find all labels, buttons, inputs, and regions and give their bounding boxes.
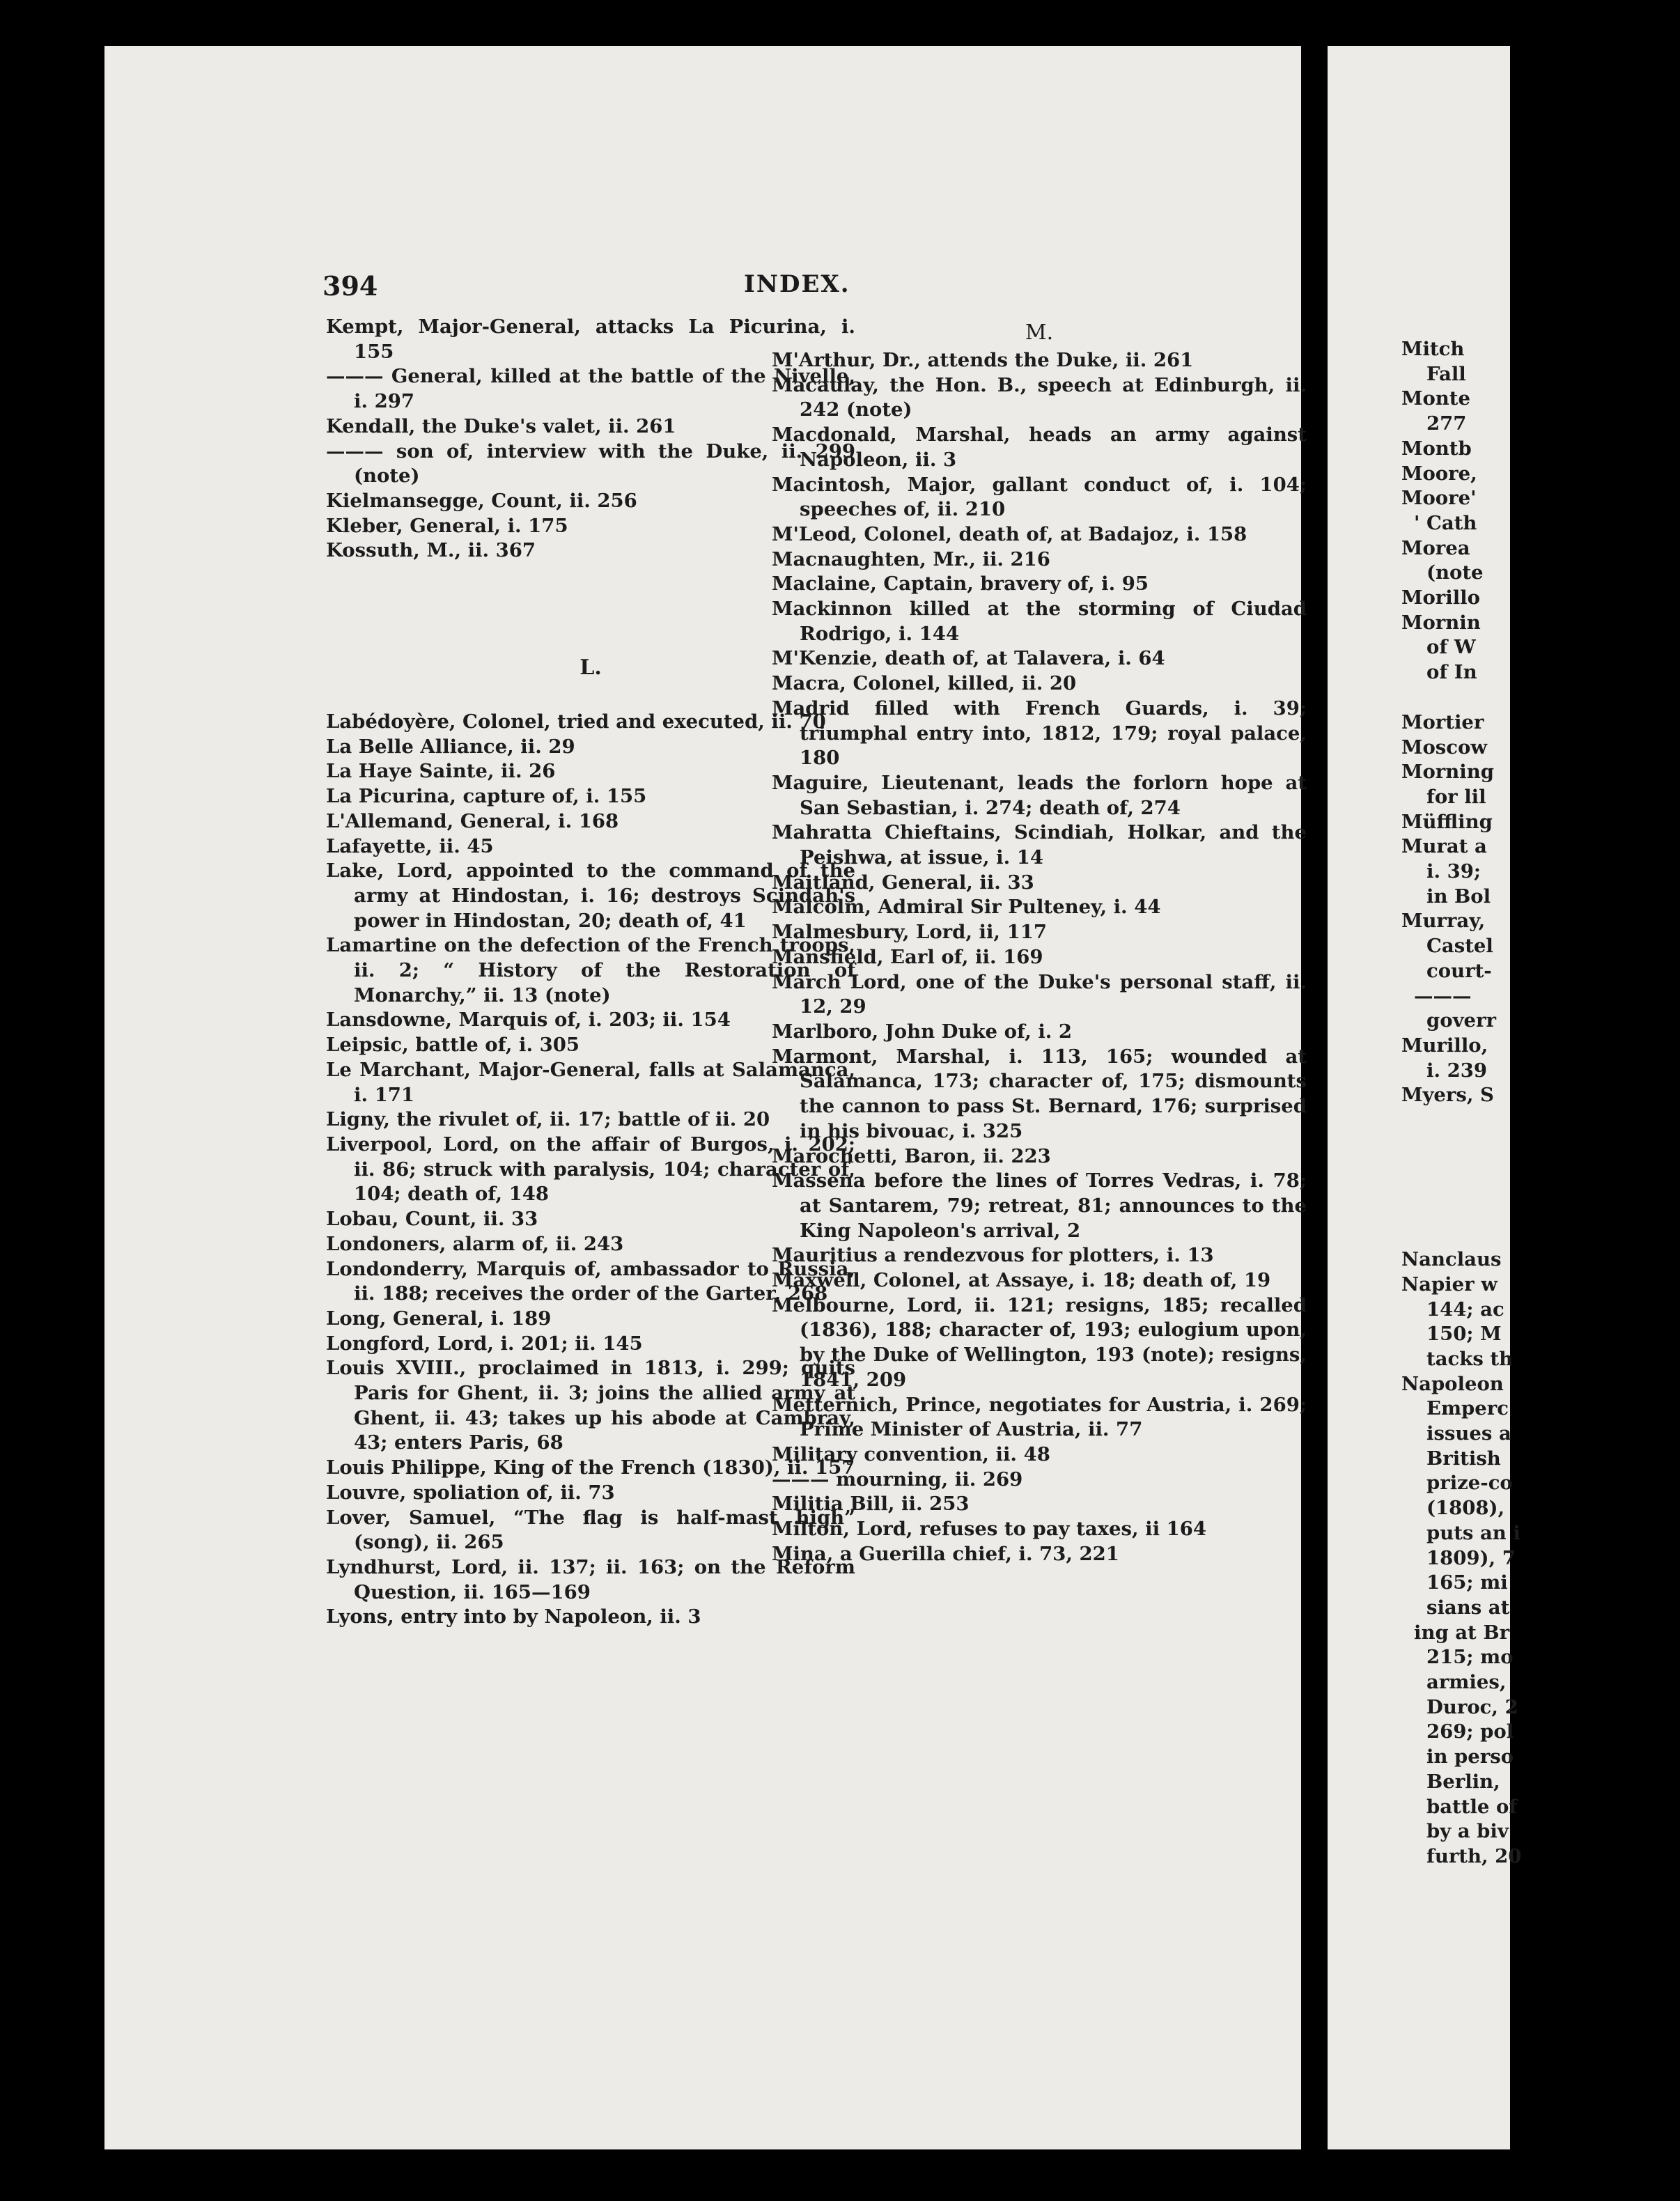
adjacent-line: puts an i: [1426, 1521, 1520, 1544]
index-entry: Macdonald, Marshal, heads an army against Napoleon, ii. 3: [772, 423, 1307, 471]
adjacent-line: ' Cath: [1414, 511, 1477, 534]
adjacent-line: Murillo,: [1401, 1034, 1488, 1057]
adjacent-line: issues a: [1426, 1422, 1511, 1445]
adjacent-line: Montb: [1401, 437, 1472, 460]
adjacent-gap: [1401, 685, 1680, 710]
adjacent-line: 269; pol: [1426, 1720, 1514, 1743]
adjacent-line: Moore': [1401, 487, 1477, 510]
index-entry: Macaulay, the Hon. B., speech at Edinburgh, ii. 242 (note): [772, 373, 1307, 421]
adjacent-line: tacks th: [1426, 1347, 1514, 1370]
adjacent-line: by a biv: [1426, 1820, 1509, 1843]
adjacent-page-text: [1401, 337, 1680, 1869]
index-entry: Madrid filled with French Guards, i. 39; triumphal entry into, 1812, 179; royal palace, 180: [772, 697, 1307, 770]
index-entry: Kielmansegge, Count, ii. 256: [326, 489, 637, 512]
adjacent-line: in Bol: [1426, 885, 1491, 908]
index-entry: ——— General, killed at the battle of the Nivelle, i. 297: [326, 365, 855, 413]
index-entry: Liverpool, Lord, on the affair of Burgos, i. 202; ii. 86; struck with paralysis, 104; character of, 104; death of, 148: [326, 1133, 855, 1206]
adjacent-line: battle of: [1426, 1795, 1518, 1818]
index-entry: Malmesbury, Lord, ii, 117: [772, 921, 1047, 944]
index-entry: M'Kenzie, death of, at Talavera, i. 64: [772, 647, 1165, 670]
adjacent-line: i. 239: [1426, 1059, 1487, 1082]
index-entry: La Picurina, capture of, i. 155: [326, 785, 647, 808]
index-entry: Mina, a Guerilla chief, i. 73, 221: [772, 1542, 1119, 1565]
adjacent-line: Castel: [1426, 935, 1493, 958]
adjacent-line: Morea: [1401, 536, 1470, 559]
adjacent-line: Myers, S: [1401, 1084, 1494, 1107]
index-entry: Metternich, Prince, negotiates for Austria, i. 269; Prime Minister of Austria, ii. 77: [772, 1393, 1307, 1441]
index-entry: Lyons, entry into by Napoleon, ii. 3: [326, 1605, 701, 1628]
adjacent-line: Murray,: [1401, 910, 1486, 933]
adjacent-line: Napoleon: [1401, 1372, 1504, 1395]
index-entry: Macintosh, Major, gallant conduct of, i. 104; speeches of, ii. 210: [772, 473, 1307, 521]
index-entry: Kendall, the Duke's valet, ii. 261: [326, 414, 676, 437]
adjacent-line: in perso: [1426, 1745, 1514, 1768]
index-entry: La Belle Alliance, ii. 29: [326, 735, 575, 758]
right-column: [772, 315, 1307, 1566]
index-entry: Mackinnon killed at the storming of Ciudad Rodrigo, i. 144: [772, 598, 1307, 645]
index-entry: Ligny, the rivulet of, ii. 17; battle of ii. 20: [326, 1108, 770, 1131]
index-entry: Lansdowne, Marquis of, i. 203; ii. 154: [326, 1009, 731, 1032]
index-entry: Lake, Lord, appointed to the command of the army at Hindostan, i. 16; destroys Scindah's power in Hindostan, 20; death of, 41: [326, 860, 855, 932]
adjacent-line: furth, 20: [1426, 1844, 1522, 1867]
index-entry: Leipsic, battle of, i. 305: [326, 1034, 580, 1057]
adjacent-line: i. 39;: [1426, 860, 1481, 883]
adjacent-line: of W: [1426, 636, 1476, 659]
adjacent-line: Duroc, 2: [1426, 1695, 1518, 1718]
index-entry: Londonderry, Marquis of, ambassador to Russia, ii. 188; receives the order of the Garter, 268: [326, 1257, 855, 1305]
adjacent-line: armies,: [1426, 1671, 1507, 1694]
adjacent-line: Mitch: [1401, 338, 1465, 360]
index-entry: Maitland, General, ii. 33: [772, 871, 1034, 894]
index-entry: Mansfield, Earl of, ii. 169: [772, 945, 1043, 968]
index-entry: Long, General, i. 189: [326, 1307, 552, 1330]
adjacent-line: Moore,: [1401, 462, 1477, 485]
index-entry: ——— son of, interview with the Duke, ii. 299 (note): [326, 440, 855, 488]
adjacent-line: Morillo: [1401, 586, 1480, 609]
index-entry: La Haye Sainte, ii. 26: [326, 760, 556, 783]
index-entry: Lafayette, ii. 45: [326, 834, 494, 857]
adjacent-line: Morning: [1401, 761, 1494, 784]
index-entry: Militia Bill, ii. 253: [772, 1493, 970, 1516]
adjacent-line: Emperc: [1426, 1397, 1509, 1420]
page-header: [322, 270, 921, 312]
index-entry: Kempt, Major-General, attacks La Picurina, i. 155: [326, 316, 855, 363]
index-page: [104, 46, 1307, 2149]
page-number: 394: [322, 270, 378, 302]
adjacent-line: Napier w: [1401, 1273, 1498, 1296]
adjacent-line: court-: [1426, 959, 1492, 982]
adjacent-line: 1809), 7: [1426, 1546, 1516, 1569]
adjacent-line: of In: [1426, 661, 1477, 684]
index-entry: Melbourne, Lord, ii. 121; resigns, 185; recalled (1836), 188; character of, 193; eulogium upon, by the Duke of Wellington, 193 (note); resigns, 1841, 209: [772, 1293, 1307, 1391]
index-entry: Lover, Samuel, “The flag is half-mast high” (song), ii. 265: [326, 1506, 855, 1554]
adjacent-line: Monte: [1401, 387, 1470, 410]
index-entry: Marlboro, John Duke of, i. 2: [772, 1020, 1073, 1043]
index-entry: Kleber, General, i. 175: [326, 514, 568, 537]
index-entry: Longford, Lord, i. 201; ii. 145: [326, 1332, 643, 1355]
adjacent-line: ing at Br: [1414, 1621, 1510, 1644]
adjacent-line: (note: [1426, 561, 1484, 584]
adjacent-line: Mortier: [1401, 710, 1484, 733]
adjacent-line: 277: [1426, 412, 1467, 435]
adjacent-line: Berlin,: [1426, 1770, 1500, 1793]
adjacent-line: prize-co: [1426, 1472, 1513, 1495]
index-entry: Lamartine on the defection of the French troops, ii. 2; “ History of the Restoration of Monarchy,” ii. 13 (note): [326, 934, 855, 1006]
index-entry: Louis Philippe, King of the French (1830), ii. 157: [326, 1456, 855, 1479]
adjacent-line: 165; mi: [1426, 1571, 1508, 1594]
section-heading-l: L.: [580, 655, 602, 680]
adjacent-line: Nanclaus: [1401, 1248, 1502, 1271]
index-entry: Lobau, Count, ii. 33: [326, 1208, 538, 1231]
index-entry: Marochetti, Baron, ii. 223: [772, 1144, 1051, 1167]
index-entry: Maxwell, Colonel, at Assaye, i. 18; death of, 19: [772, 1269, 1271, 1292]
index-entry: March Lord, one of the Duke's personal staff, ii. 12, 29: [772, 970, 1307, 1018]
section-heading-m: M.: [1025, 320, 1054, 345]
index-entry: Londoners, alarm of, ii. 243: [326, 1232, 624, 1255]
index-entry: Kossuth, M., ii. 367: [326, 539, 536, 562]
adjacent-line: British: [1426, 1447, 1501, 1470]
index-entry: Labédoyère, Colonel, tried and executed, ii. 70: [326, 710, 826, 733]
adjacent-line: 144; ac: [1426, 1298, 1504, 1321]
index-entry: Le Marchant, Major-General, falls at Salamanca, i. 171: [326, 1058, 855, 1106]
adjacent-line: sians at: [1426, 1596, 1510, 1619]
index-entry: Malcolm, Admiral Sir Pulteney, i. 44: [772, 896, 1161, 919]
adjacent-line: 215; mo: [1426, 1646, 1514, 1669]
index-entry: M'Arthur, Dr., attends the Duke, ii. 261: [772, 349, 1194, 371]
adjacent-gap: [1401, 1108, 1680, 1247]
adjacent-line: Murat a: [1401, 835, 1487, 858]
adjacent-page-fragment: [1328, 46, 1522, 2149]
index-entry: Massena before the lines of Torres Vedras, i. 78; at Santarem, 79; retreat, 81; announces to the King Napoleon's arrival, 2: [772, 1169, 1307, 1242]
adjacent-line: Mornin: [1401, 611, 1481, 634]
index-entry: L'Allemand, General, i. 168: [326, 809, 619, 832]
adjacent-line: ———: [1414, 984, 1472, 1007]
running-head: INDEX.: [744, 270, 850, 298]
adjacent-line: Fall: [1426, 362, 1466, 385]
index-entry: Macnaughten, Mr., ii. 216: [772, 547, 1050, 570]
adjacent-line: (1808),: [1426, 1497, 1505, 1520]
index-entry: Mauritius a rendezvous for plotters, i. 13: [772, 1244, 1214, 1267]
index-entry: Lyndhurst, Lord, ii. 137; ii. 163; on the Reform Question, ii. 165—169: [326, 1555, 855, 1603]
index-entry: Mahratta Chieftains, Scindiah, Holkar, and the Peishwa, at issue, i. 14: [772, 821, 1307, 869]
index-entry: Maguire, Lieutenant, leads the forlorn hope at San Sebastian, i. 274; death of, 274: [772, 771, 1307, 819]
index-entry: Louis XVIII., proclaimed in 1813, i. 299; quits Paris for Ghent, ii. 3; joins the allied army at Ghent, ii. 43; takes up his abode at Cambray, 43; enters Paris, 68: [326, 1357, 855, 1454]
adjacent-line: Moscow: [1401, 736, 1488, 759]
index-entry: Louvre, spoliation of, ii. 73: [326, 1481, 615, 1504]
index-entry: Milton, Lord, refuses to pay taxes, ii 164: [772, 1518, 1207, 1541]
index-entry: ——— mourning, ii. 269: [772, 1468, 1023, 1491]
index-entry: Macra, Colonel, killed, ii. 20: [772, 672, 1077, 695]
adjacent-line: 150; M: [1426, 1323, 1502, 1346]
index-entry: M'Leod, Colonel, death of, at Badajoz, i. 158: [772, 522, 1247, 545]
index-entry: Military convention, ii. 48: [772, 1442, 1050, 1465]
index-entry: Marmont, Marshal, i. 113, 165; wounded at Salamanca, 173; character of, 175; dismounts the cannon to pass St. Bernard, 176; surprised in his bivouac, i. 325: [772, 1045, 1307, 1142]
index-entry: Maclaine, Captain, bravery of, i. 95: [772, 573, 1149, 596]
adjacent-line: for lil: [1426, 785, 1486, 808]
adjacent-line: Müffling: [1401, 810, 1493, 833]
adjacent-line: goverr: [1426, 1009, 1497, 1032]
